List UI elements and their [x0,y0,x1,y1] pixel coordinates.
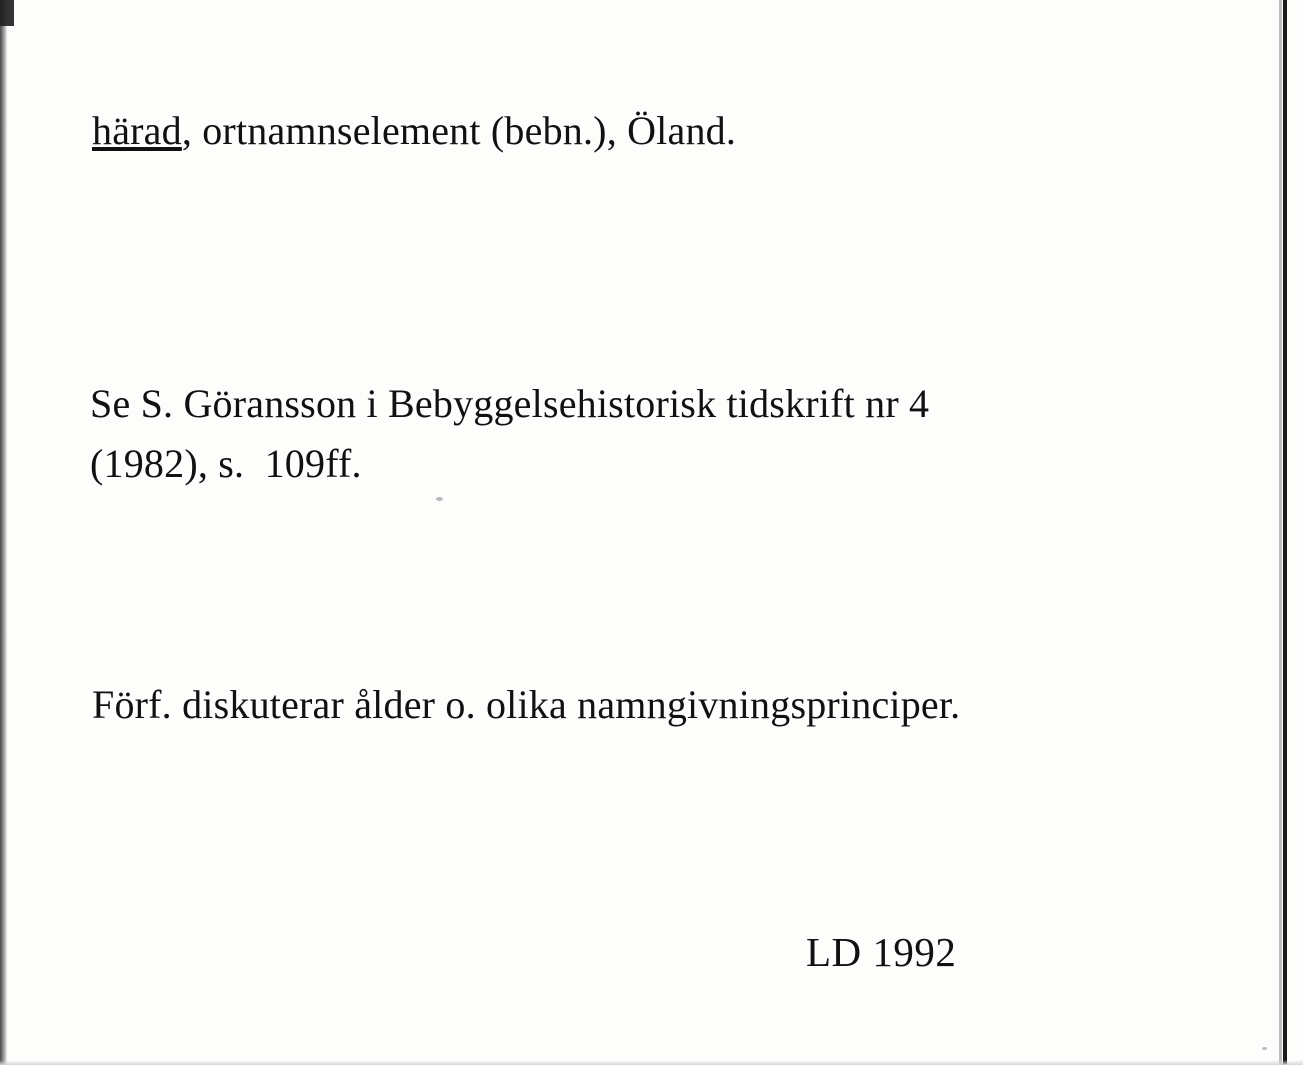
headword-gloss: , ortnamnselement (bebn.), Öland. [181,108,737,153]
headword-term: härad [92,108,182,153]
reference-line-1: Se S. Göransson i Bebyggelsehistorisk tidskrift nr 4 [90,381,930,426]
annotation-text: Förf. diskuterar ålder o. olika namngivningsprinciper. [92,682,961,727]
signature-and-year: LD 1992 [806,929,957,975]
reference-line-2: (1982), s. 109ff. [90,441,362,486]
headword-entry [92,104,736,158]
scan-speck [1262,1047,1267,1050]
scan-speck [436,497,443,501]
